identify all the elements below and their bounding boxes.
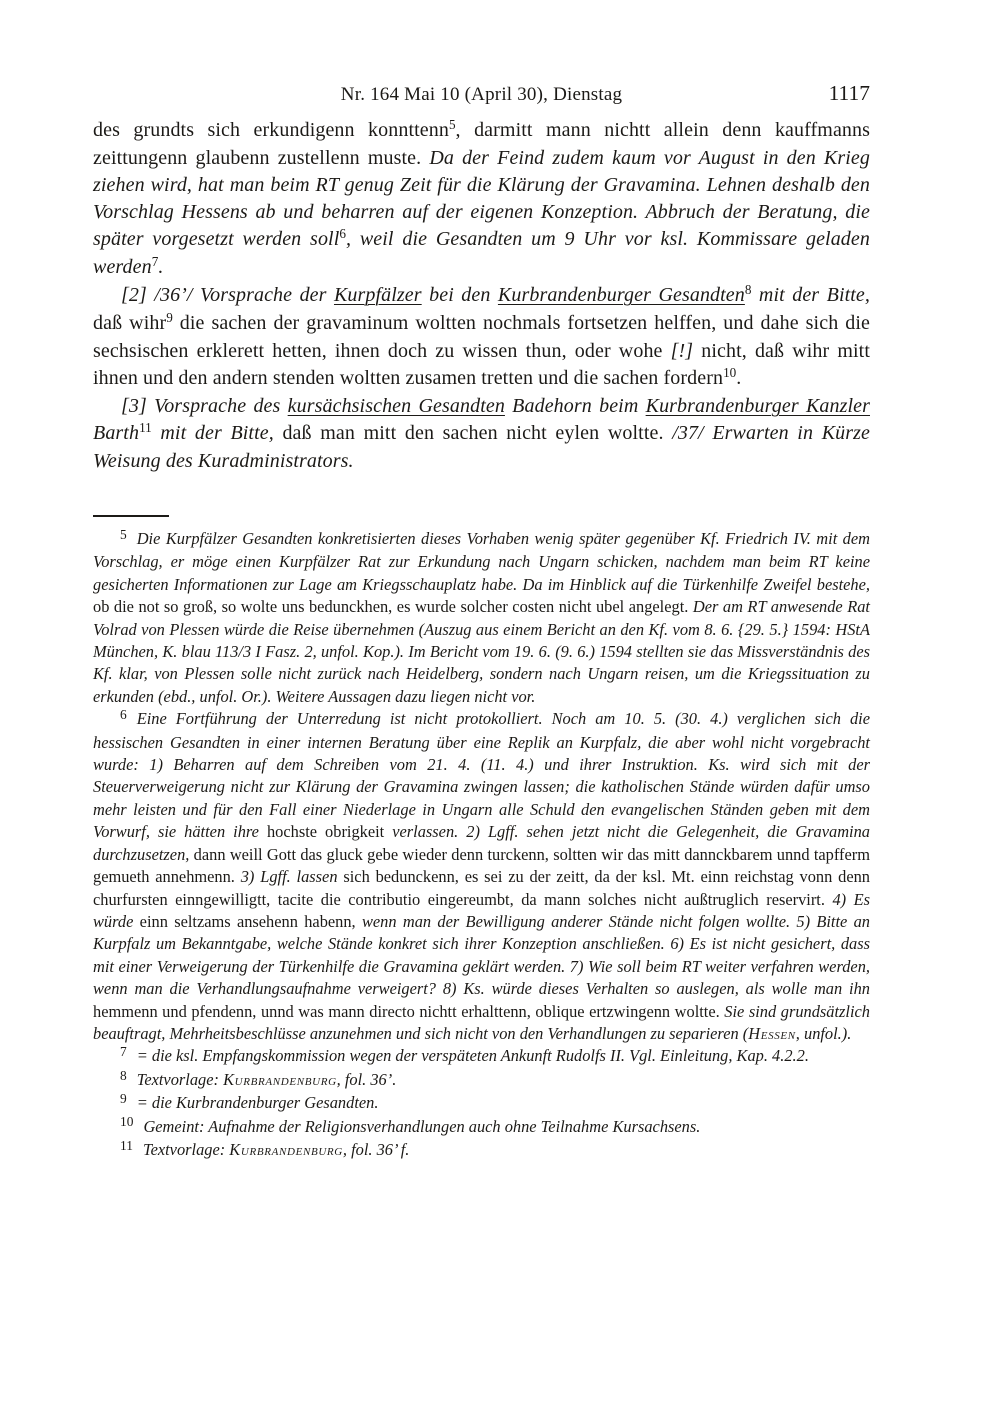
paragraph-1: [93, 117, 870, 282]
footnote-marker: 10: [120, 1114, 134, 1130]
text-run: daß wihr: [93, 312, 167, 334]
footnote-marker: 6: [120, 707, 127, 723]
footnote-separator: [93, 515, 169, 517]
text-run: die sachen der gravaminum woltten nochmals fortsetzen helffen, und dahe sich die sechsischen erklerett hetten, ihnen doch zu wissen thun, oder wohe: [93, 312, 870, 362]
text-run: Kurbrandenburger Kanzler: [645, 395, 870, 417]
text-run: , unfol.).: [795, 1023, 852, 1043]
text-run: wenn man der Bewilligung anderer Stände nicht folgen wollte. 5) Bitte an Kurpfalz um Bekanntgabe, welche Stände konkret sich ihrer Konzeption anschließen. 6) Es ist nicht gesichert, dass mit einer Verweigerung der Türkenhilfe die Gravamina geklärt werden. 7) Wie soll beim RT weiter verfahren werden, wenn man die Verhandlungsaufnahme verweigert? 8) Ks. würde dieses Verhalten so auslegen, als wolle man ihn: [93, 911, 870, 999]
text-run: 6: [339, 226, 346, 242]
footnote-marker: 5: [120, 526, 127, 542]
text-run: Barth: [93, 422, 140, 444]
text-run: verlassen. 2) Lgff. sehen jetzt nicht die Gelegenheit, die Gravamina durchzusetzen,: [93, 822, 870, 864]
text-run: , weil die Gesandten um 9 Uhr vor ksl. Kommissare geladen werden: [93, 228, 870, 278]
text-run: 8: [744, 282, 752, 298]
text-run: Die Kurpfälzer Gesandten konkretisierten dieses Vorhaben wenig später gegenüber Kf. Friedrich IV. mit dem Vorschlag, er möge einen Kurpfälzer Rat zur Erkundung nach Ungarn schicken, nachdem man beim RT keine gesicherten Informationen zur Lage am Kriegsschauplatz habe. Da im Hinblick auf die Türkenhilfe Zweifel bestehe,: [93, 529, 870, 594]
footnotes-section: [93, 528, 870, 1162]
text-run: 10: [723, 365, 737, 381]
footnote-6: [93, 708, 870, 1045]
footnote-8: [93, 1069, 870, 1092]
text-run: Da der Feind zudem kaum vor August in den Krieg ziehen wird, hat man beim RT genug Zeit für die Klärung der Gravamina. Lehnen deshalb den Vorschlag Hessens ab und beharren auf der eigenen Konzeption. Abbruch der Beratung, die später vorgesetzt werden soll: [93, 147, 870, 250]
text-run: des grundts sich erkundigenn konnttenn: [93, 119, 449, 141]
text-run: 11: [139, 420, 152, 436]
main-text: [93, 117, 870, 475]
text-run: Textvorlage:: [136, 1069, 224, 1089]
text-run: mit der Bitte,: [751, 284, 870, 306]
text-run: Der am RT anwesende Rat Volrad von Plessen würde die Reise übernehmen (Auszug aus einem Bericht an den Kf. vom 8. 6. {29. 5.} 1594: HStA München, K. blau 113/3 I Fasz. 2, unfol. Kop.). Im Bericht vom 19. 6. (9. 6.) 1594 stellten sie das Missverständnis des Kf. klar, von Plessen solle nicht zurück nach Heidelberg, sondern nach Ungarn reisen, um die Kriegssituation zu erkunden (ebd., unfol. Or.). Weitere Aussagen dazu liegen nicht vor.: [93, 597, 870, 706]
text-run: [!]: [670, 340, 694, 362]
text-run: dann weill Gott das gluck gebe wieder denn turckenn, soltten wir das mitt dannckbarem unnd tapfferm gemueth annehmenn.: [93, 844, 870, 887]
text-run: Eine Fortführung der Unterredung ist nicht protokolliert. Noch am 10. 5. (30. 4.) verglichen sich die hessischen Gesandten in einer internen Beratung über eine Replik an Kurpfalz, die aber wohl nicht vorgebracht wurde: 1) Beharren auf dem Schreiben vom 21. 4. (11. 4.) und ihrer Instruktion. Ks. wird sich mit der Steuerverweigerung nicht zur Klärung der Gravamina zwingen lassen; die katholischen Stände würden dafür umso mehr leisten und für den Fall einer Niederlage in Ungarn alle Schuld den evangelischen Ständen geben mit dem Vorwurf, sie hätten ihre: [93, 709, 870, 842]
text-run: mit der Bitte,: [151, 422, 283, 444]
text-run: 9: [166, 310, 173, 326]
text-run: , fol. 36’ f.: [342, 1139, 410, 1159]
text-run: Textvorlage:: [142, 1139, 230, 1159]
text-run: .: [736, 367, 742, 389]
text-run: , darmitt mann nichtt allein denn kauffmanns zeittungenn glaubenn zustellenn muste.: [93, 119, 871, 169]
footnote-marker: 9: [120, 1091, 127, 1107]
text-run: .: [158, 256, 164, 278]
text-run: 7: [151, 254, 159, 270]
text-run: einn seltzams ansehenn habenn,: [139, 911, 362, 931]
page-number: 1117: [828, 81, 870, 105]
text-run: Gemeint: Aufnahme der Religionsverhandlungen auch ohne Teilnahme Kursachsens.: [143, 1116, 701, 1136]
footnote-marker: 7: [120, 1044, 127, 1060]
text-run: Kurbrandenburger Gesandten: [497, 284, 745, 306]
text-run: Badehorn beim: [504, 395, 646, 417]
text-run: 4) Es würde: [93, 889, 870, 931]
page-content: [93, 81, 871, 1162]
text-run: hemmenn und pfendenn, unnd was mann directo nichtt erhalttenn, oblique ertzwingenn woltte.: [93, 1001, 725, 1021]
text-run: sich bedunckenn, es sei zu der zeitt, da der ksl. Mt. einn reichstag vonn denn churfursten einngewilligtt, tacite die contributio eingereumbt, da mann solches nicht außtruglich reservirt.: [93, 867, 870, 909]
paragraph-2: [93, 282, 870, 393]
text-run: Kurbrandenburg: [229, 1139, 343, 1159]
page-header: [93, 81, 870, 110]
footnote-marker: 8: [120, 1067, 127, 1083]
footnote-9: [93, 1092, 870, 1115]
text-run: = die ksl. Empfangskommission wegen der verspäteten Ankunft Rudolfs II. Vgl. Einleitung, Kap. 4.2.2.: [136, 1046, 809, 1066]
footnote-marker: 11: [120, 1137, 133, 1153]
text-run: 3) Lgff. lassen: [240, 867, 344, 887]
text-run: Hessen: [748, 1023, 796, 1043]
text-run: bei den: [421, 284, 498, 306]
running-title: Nr. 164 Mai 10 (April 30), Dienstag: [340, 84, 623, 105]
text-run: = die Kurbrandenburger Gesandten.: [136, 1093, 379, 1113]
text-run: ob die not so groß, so wolte uns bedunckhen, es wurde solcher costen nicht ubel angelegt.: [93, 597, 693, 617]
text-run: nicht, daß wihr mitt ihnen und den andern stenden woltten zusamen tretten und die sachen fordern: [93, 340, 870, 389]
text-run: [2] /36’/ Vorsprache der: [121, 284, 334, 306]
text-run: hochste obrigkeit: [266, 822, 385, 842]
text-run: /37/ Erwarten in Kürze Weisung des Kuradministrators.: [93, 422, 870, 472]
text-run: Sie sind grundsätzlich beauftragt, Mehrheitsbeschlüsse anzunehmen und sich nicht von den Verhandlungen zu separieren (: [93, 1001, 870, 1043]
footnote-7: [93, 1045, 870, 1068]
footnote-11: [93, 1139, 870, 1162]
text-run: daß man mitt den sachen nicht eylen woltte.: [282, 422, 673, 444]
text-run: 5: [448, 117, 456, 133]
footnote-5: [93, 528, 870, 708]
text-run: [3] Vorsprache des: [121, 395, 288, 417]
text-run: kursächsischen Gesandten: [287, 395, 505, 417]
footnote-10: [93, 1116, 870, 1139]
text-run: Kurpfälzer: [333, 284, 422, 306]
paragraph-3: [93, 393, 870, 475]
text-run: , fol. 36’.: [336, 1069, 397, 1089]
text-run: Kurbrandenburg: [223, 1069, 337, 1089]
